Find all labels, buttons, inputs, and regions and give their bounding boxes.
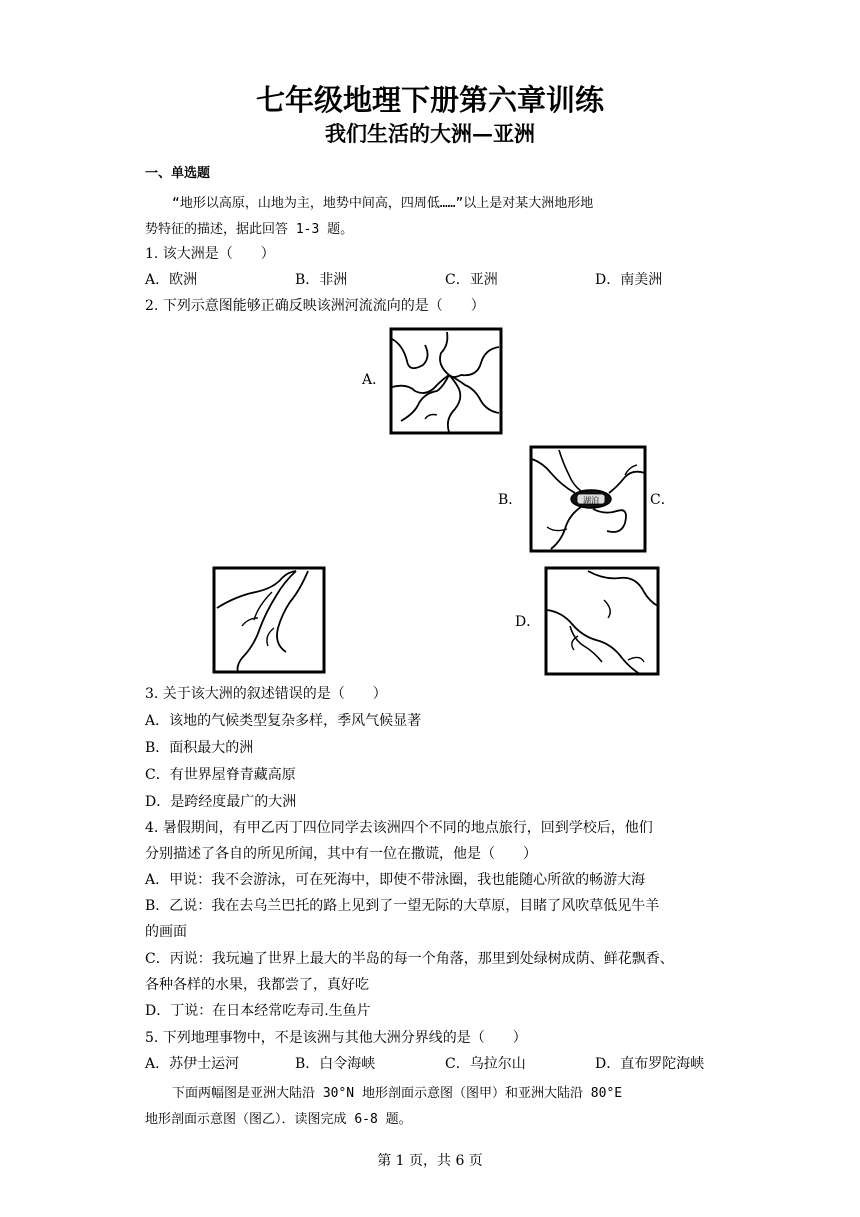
q4-option-c-line-1: C．丙说：我玩遍了世界上最大的半岛的每一个角落，那里到处绿树成荫、鲜花飘香、 [145,951,674,967]
q2-label-c: C． [650,492,675,508]
q4-option-b-line-1: B．乙说：我在去乌兰巴托的路上见到了一望无际的大草原，目睹了风吹草低见牛羊 [145,898,660,914]
document-title: 七年级地理下册第六章训练 [255,83,604,117]
q2-label-b: B． [498,492,523,508]
q3-option-b: B．面积最大的洲 [145,740,254,756]
q1-option-d: D．南美洲 [595,272,663,288]
map-a-figure [389,327,503,435]
map-d-figure [544,566,660,676]
q4-option-b-line-2: 的画面 [145,924,187,940]
q5-stem: 5. 下列地理事物中，不是该洲与其他大洲分界线的是（ ） [145,1030,527,1046]
q3-option-c: C．有世界屋脊青藏高原 [145,767,296,783]
q5-option-c: C．乌拉尔山 [445,1056,526,1072]
q2-label-d: D． [515,614,541,630]
lake-label: 湖泊 [583,496,599,505]
section-heading: 一、单选题 [145,166,211,181]
document-subtitle: 我们生活的大洲—亚洲 [325,121,535,146]
q2-label-a: A． [362,372,387,388]
q4-stem-line-2: 分别描述了各自的所见所闻，其中有一位在撒谎，他是（ ） [145,846,537,862]
intro-line-1: “地形以高原，山地为主，地势中间高，四周低……”以上是对某大洲地形地 [172,196,594,211]
q5-option-a: A．苏伊士运河 [145,1056,240,1072]
q4-option-c-line-2: 各种各样的水果，我都尝了，真好吃 [145,977,369,993]
q1-option-b: B．非洲 [295,272,348,288]
q2-stem: 2. 下列示意图能够正确反映该洲河流流向的是（ ） [145,298,485,314]
q1-stem: 1. 该大洲是（ ） [145,246,275,262]
q4-option-a: A．甲说：我不会游泳，可在死海中，即使不带泳圈，我也能随心所欲的畅游大海 [145,872,646,888]
page-footer: 第 1 页，共 6 页 [377,1153,483,1169]
q1-option-a: A．欧洲 [145,272,198,288]
map-bc-figure [529,445,647,553]
q3-option-d: D．是跨经度最广的大洲 [145,794,297,810]
q4-option-d: D．丁说：在日本经常吃寿司.生鱼片 [145,1003,371,1019]
q4-stem-line-1: 4. 暑假期间，有甲乙丙丁四位同学去该洲四个不同的地点旅行，回到学校后，他们 [145,820,653,836]
intro-line-2: 势特征的描述，据此回答 1-3 题。 [145,222,354,237]
intro2-line-1: 下面两幅图是亚洲大陆沿 30°N 地形剖面示意图（图甲）和亚洲大陆沿 80°E [172,1086,623,1101]
q3-stem: 3. 关于该大洲的叙述错误的是（ ） [145,686,387,702]
map-c-figure [212,566,326,674]
intro2-line-2: 地形剖面示意图（图乙）．读图完成 6-8 题。 [145,1112,412,1127]
q5-option-d: D．直布罗陀海峡 [595,1056,705,1072]
q5-option-b: B．白令海峡 [295,1056,376,1072]
q3-option-a: A．该地的气候类型复杂多样，季风气候显著 [145,713,422,729]
q1-option-c: C．亚洲 [445,272,498,288]
